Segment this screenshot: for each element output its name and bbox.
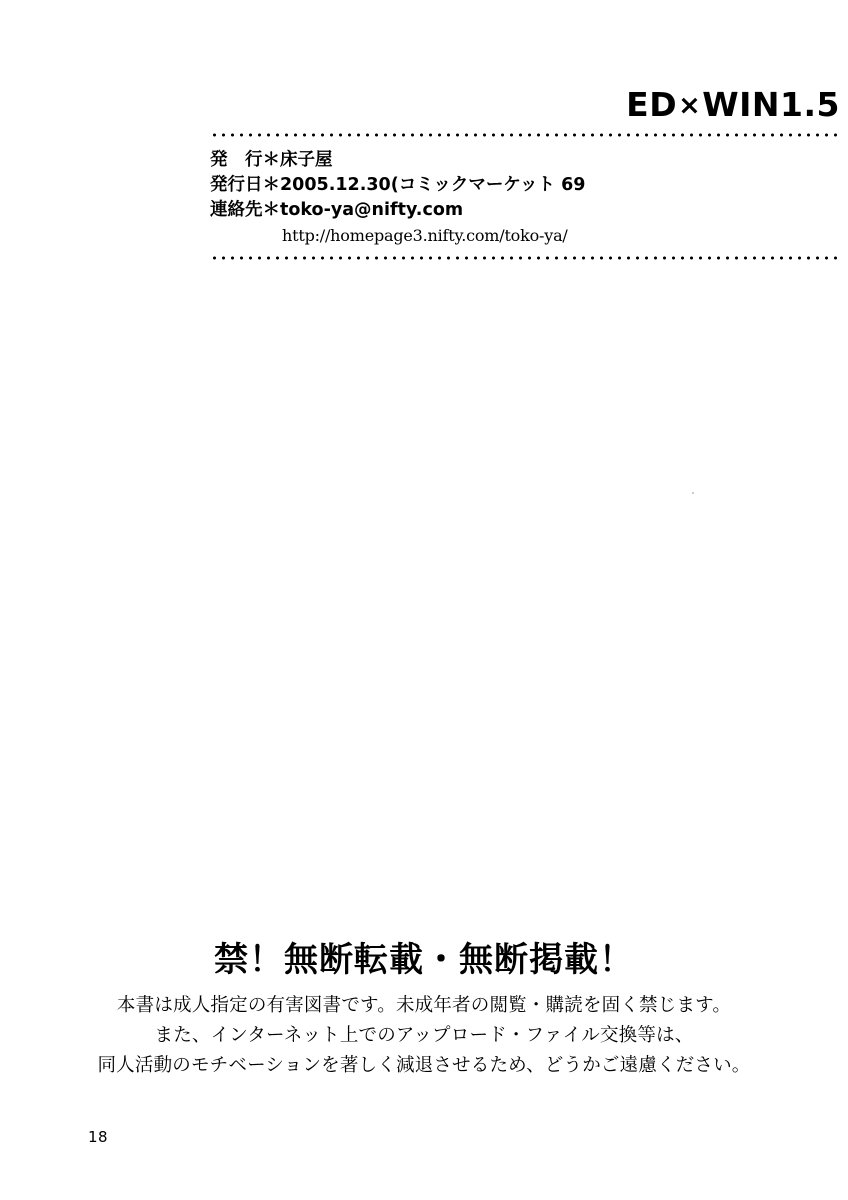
notice-heading: 禁！無断転載・無断掲載！	[214, 940, 634, 980]
publisher-line: 発 行＊床子屋	[210, 149, 333, 170]
website-url-line: http://homepage3.nifty.com/toko-ya/	[282, 225, 568, 245]
dotted-rule-bottom	[210, 256, 840, 260]
colophon-lines	[210, 137, 840, 256]
publication-title	[210, 85, 840, 124]
paper-speck	[692, 492, 694, 494]
title-separator: ×	[678, 90, 702, 121]
notice-line: 同人活動のモチベーションを著しく減退させるため、どうかご遠慮ください。	[97, 1054, 751, 1076]
copyright-notice	[0, 940, 848, 1081]
notice-line: 本書は成人指定の有害図書です。未成年者の閲覧・購読を固く禁じます。	[116, 994, 732, 1016]
publication-date-line: 発行日＊2005.12.30(コミックマーケット 69	[210, 175, 586, 196]
notice-line: また、インターネット上でのアップロード・ファイル交換等は、	[154, 1024, 694, 1046]
title-main: ED	[626, 85, 678, 124]
title-suffix: WIN1.5	[702, 85, 840, 124]
colophon-block	[210, 85, 840, 260]
contact-line: 連絡先＊toko-ya@nifty.com	[210, 200, 464, 221]
page-number: 18	[88, 1128, 109, 1146]
